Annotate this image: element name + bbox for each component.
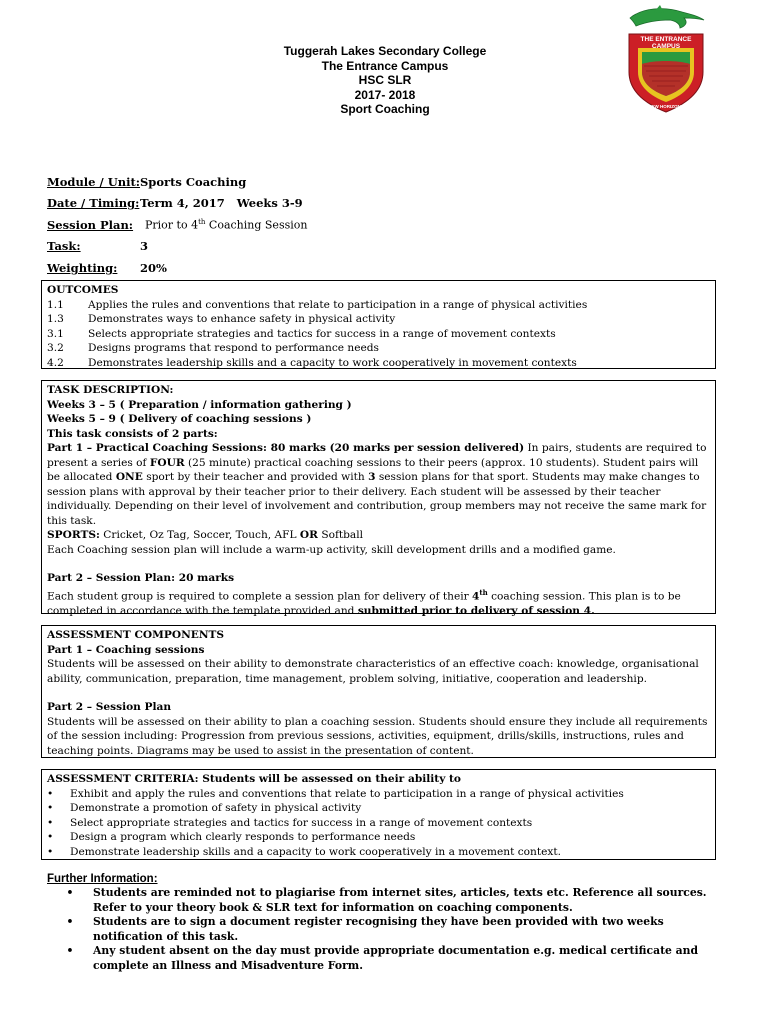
components-part1-heading: Part 1 – Coaching sessions (47, 643, 205, 656)
task-heading: TASK DESCRIPTION: (47, 384, 174, 396)
criteria-item: • Design a program which clearly responds to performance needs (47, 831, 416, 843)
outcome-item: 1.1 Applies the rules and conventions that relate to participation in a range of physical activities (47, 298, 588, 311)
task-description-box (41, 380, 716, 617)
date-value: Term 4, 2017 Weeks 3-9 (140, 196, 303, 210)
outcome-item: 3.1 Selects appropriate strategies and tactics for success in a range of movement contexts (47, 327, 556, 340)
session-value: Prior to 4th Coaching Session (145, 218, 308, 232)
date-label: Date / Timing: (47, 196, 140, 210)
module-label: Module / Unit: (47, 175, 141, 189)
logo-text-top: THE ENTRANCE (640, 36, 692, 43)
part2-heading: Part 2 – Session Plan: 20 marks (47, 572, 235, 584)
part2-description: Each student group is required to complete a session plan for delivery of their 4th coaching session. This plan is to be completed in accordance with the template provided and submitted prior to delivery of session 4. (47, 587, 681, 617)
outcomes-heading: OUTCOMES (47, 284, 119, 296)
criteria-item: • Demonstrate a promotion of safety in physical activity (47, 802, 362, 814)
task-parts: This task consists of 2 parts: (47, 427, 218, 440)
criteria-item: • Demonstrate leadership skills and a capacity to work cooperatively in a movement context. (47, 845, 561, 858)
logo-text-mid: CAMPUS (651, 43, 681, 50)
further-item: • Students are to sign a document register recognising they have been provided with two weeks notification of this task. (66, 915, 664, 943)
assessment-components-box (41, 625, 716, 758)
task-weeks-1: Weeks 3 – 5 ( Preparation / information gathering ) (47, 398, 352, 411)
further-item: • Students are reminded not to plagiarise from internet sites, articles, texts etc. Reference all sources. Refer to your theory book & SLR text for information on coaching components. (66, 886, 707, 914)
further-item: • Any student absent on the day must provide appropriate documentation e.g. medical certificate and complete an Illness and Misadventure Form. (66, 944, 699, 972)
task-weeks-2: Weeks 5 – 9 ( Delivery of coaching sessions ) (47, 413, 312, 425)
school-logo (624, 4, 708, 116)
outcome-item: 3.2 Designs programs that respond to performance needs (47, 342, 379, 354)
part1-description: Part 1 – Practical Coaching Sessions: 80 marks (20 marks per session delivered) In pairs, students are required to present a series of FOUR (25 minute) practical coaching sessions to their peers (approx. 10 students). Student pairs will be allocated ONE sport by their teacher and provided with 3 session plans for that sport. Students may make changes to session plans with approval by their teacher prior to their delivery. Each student will be assessed by their teacher individually. Depending on their level of involvement and contribution, group members may not receive the same mark for this task. (47, 442, 707, 527)
weighting-value: 20% (140, 261, 167, 275)
components-part2-heading: Part 2 – Session Plan (47, 701, 172, 713)
criteria-heading: ASSESSMENT CRITERIA: Students will be assessed on their ability to (47, 773, 461, 785)
criteria-item: • Select appropriate strategies and tactics for success in a range of movement contexts (47, 816, 533, 829)
sports-list: SPORTS: Cricket, Oz Tag, Soccer, Touch, AFL OR Softball (47, 529, 364, 541)
components-part2-text: Students will be assessed on their ability to plan a coaching session. Students should ensure they include all requirements of the session including: Progression from previous sessions, activities, equipment, drills/skills, instructions, rules and teaching points. Diagrams may be used to assist in the presentation of content. (47, 715, 708, 757)
criteria-item: • Exhibit and apply the rules and conventions that relate to participation in a range of physical activities (47, 787, 624, 800)
campus-name: The Entrance Campus (321, 58, 449, 73)
components-heading: ASSESSMENT COMPONENTS (47, 629, 225, 641)
year-range: 2017- 2018 (354, 87, 416, 102)
outcome-item: 1.3 Demonstrates ways to enhance safety in physical activity (47, 313, 396, 325)
outcomes-box (41, 280, 716, 369)
further-heading: Further Information: (47, 873, 158, 885)
subject-title: Sport Coaching (340, 102, 430, 116)
components-part1-text: Students will be assessed on their ability to demonstrate characteristics of an effective coach: knowledge, organisational ability, communication, preparation, time management, problem solving, initiative, cooperation and leadership. (47, 658, 699, 685)
assessment-criteria-box (41, 769, 716, 860)
weighting-label: Weighting: (47, 261, 118, 275)
outcome-item: 4.2 Demonstrates leadership skills and a capacity to work cooperatively in movement contexts (47, 356, 577, 369)
school-name: Tuggerah Lakes Secondary College (283, 44, 487, 58)
session-plan-contents: Each Coaching session plan will include a warm-up activity, skill development drills and a modified game. (47, 543, 616, 556)
logo-motto: NEW HORIZONS (648, 104, 684, 109)
task-value: 3 (140, 239, 149, 253)
session-label: Session Plan: (47, 218, 134, 232)
task-label: Task: (47, 239, 81, 253)
further-information (47, 873, 727, 973)
course-name: HSC SLR (358, 73, 412, 87)
module-value: Sports Coaching (140, 175, 247, 189)
